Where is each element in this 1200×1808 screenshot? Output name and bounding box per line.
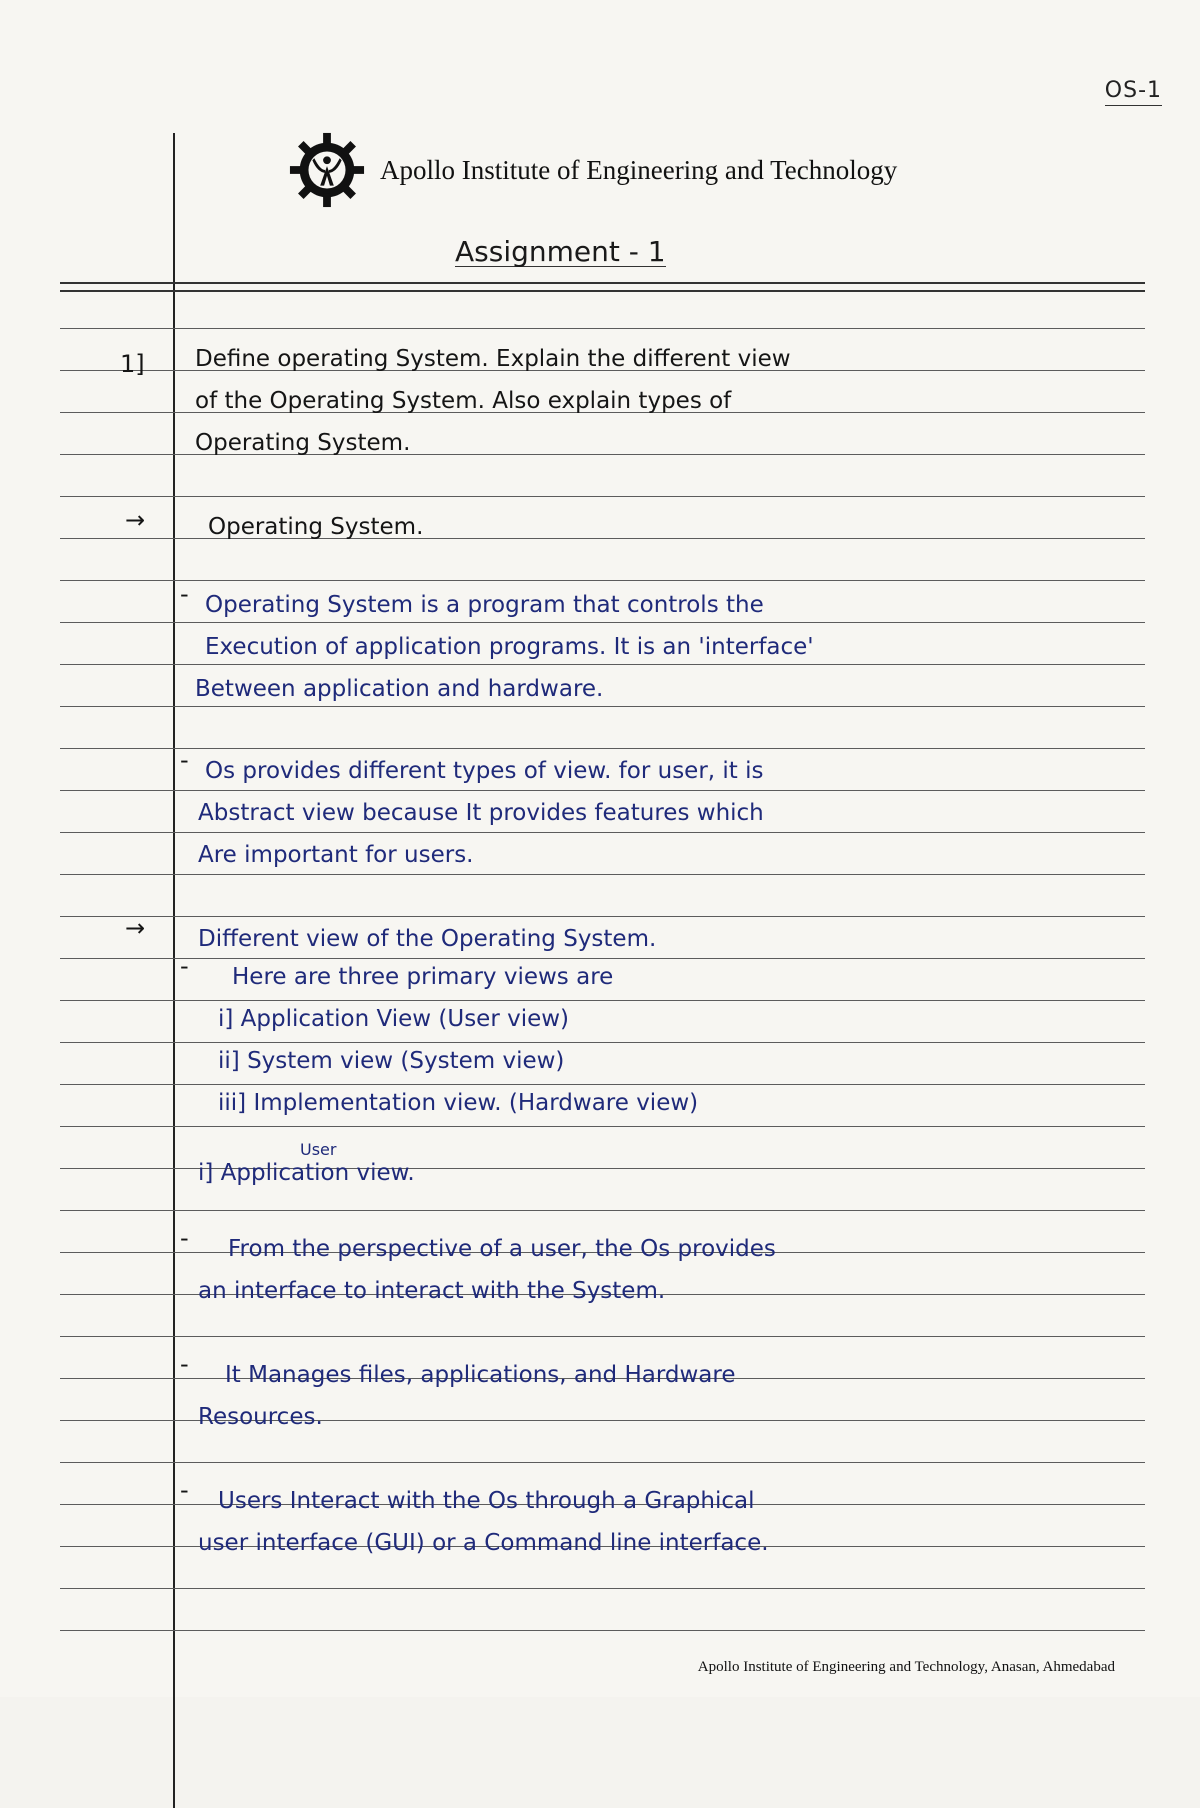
rule-line — [60, 1210, 1145, 1211]
institute-header — [288, 130, 897, 210]
rule-line — [60, 832, 1145, 833]
rule-line — [60, 1630, 1145, 1631]
question-line: Define operating System. Explain the different view — [195, 346, 791, 372]
section-heading: Different view of the Operating System. — [198, 926, 657, 952]
rule-line — [60, 328, 1145, 329]
view-item: i] Application View (User view) — [218, 1006, 570, 1032]
paragraph-line: Operating System is a program that controls the — [205, 592, 764, 618]
rule-line — [60, 958, 1145, 959]
view-item: ii] System view (System view) — [218, 1048, 565, 1074]
rule-line — [60, 496, 1145, 497]
bullet-dash: - — [180, 1350, 189, 1378]
paragraph-line: user interface (GUI) or a Command line interface. — [198, 1530, 769, 1556]
paragraph-line: Here are three primary views are — [232, 964, 614, 990]
arrow-marker: → — [125, 914, 146, 942]
paragraph-line: Are important for users. — [198, 842, 474, 868]
rule-line — [60, 1462, 1145, 1463]
rule-line — [60, 874, 1145, 875]
rule-line — [60, 664, 1145, 665]
question-number: 1] — [120, 350, 145, 378]
bullet-dash: - — [180, 952, 189, 980]
gear-emblem-icon — [288, 131, 366, 209]
rule-line — [60, 1042, 1145, 1043]
subsection-heading: i] Application view. — [198, 1160, 415, 1186]
question-line: Operating System. — [195, 430, 411, 456]
paragraph-line: It Manages files, applications, and Hardware — [225, 1362, 736, 1388]
assignment-title: Assignment - 1 — [455, 235, 666, 268]
bullet-dash: - — [180, 746, 189, 774]
paragraph-line: From the perspective of a user, the Os provides — [228, 1236, 776, 1262]
paragraph-line: Between application and hardware. — [195, 676, 604, 702]
rule-line — [60, 282, 1145, 284]
bullet-dash: - — [180, 1476, 189, 1504]
paragraph-line: Users Interact with the Os through a Graphical — [218, 1488, 755, 1514]
bullet-dash: - — [180, 1224, 189, 1252]
question-line: of the Operating System. Also explain types of — [195, 388, 732, 414]
paragraph-line: an interface to interact with the System. — [198, 1278, 666, 1304]
section-heading: Operating System. — [208, 514, 424, 540]
paragraph-line: Execution of application programs. It is an 'interface' — [205, 634, 814, 660]
rule-line — [60, 1336, 1145, 1337]
rule-line — [60, 1588, 1145, 1589]
paragraph-line: Os provides different types of view. for user, it is — [205, 758, 764, 784]
margin-line — [173, 133, 175, 1808]
rule-line — [60, 1000, 1145, 1001]
rule-line — [60, 916, 1145, 917]
rule-line — [60, 1084, 1145, 1085]
view-item: iii] Implementation view. (Hardware view) — [218, 1090, 699, 1116]
page-tag: OS-1 — [1105, 78, 1162, 106]
inserted-word: User — [300, 1140, 337, 1159]
page-footer: Apollo Institute of Engineering and Technology, Anasan, Ahmedabad — [697, 1659, 1115, 1675]
bullet-dash: - — [180, 580, 189, 608]
paragraph-line: Resources. — [198, 1404, 323, 1430]
rule-line — [60, 790, 1145, 791]
rule-line — [60, 748, 1145, 749]
rule-line — [60, 1126, 1145, 1127]
rule-line — [60, 706, 1145, 707]
rule-line — [60, 580, 1145, 581]
arrow-marker: → — [125, 506, 146, 534]
rule-line — [60, 622, 1145, 623]
rule-line — [60, 290, 1145, 292]
paragraph-line: Abstract view because It provides features which — [198, 800, 764, 826]
institute-name: Apollo Institute of Engineering and Technology — [380, 154, 898, 185]
